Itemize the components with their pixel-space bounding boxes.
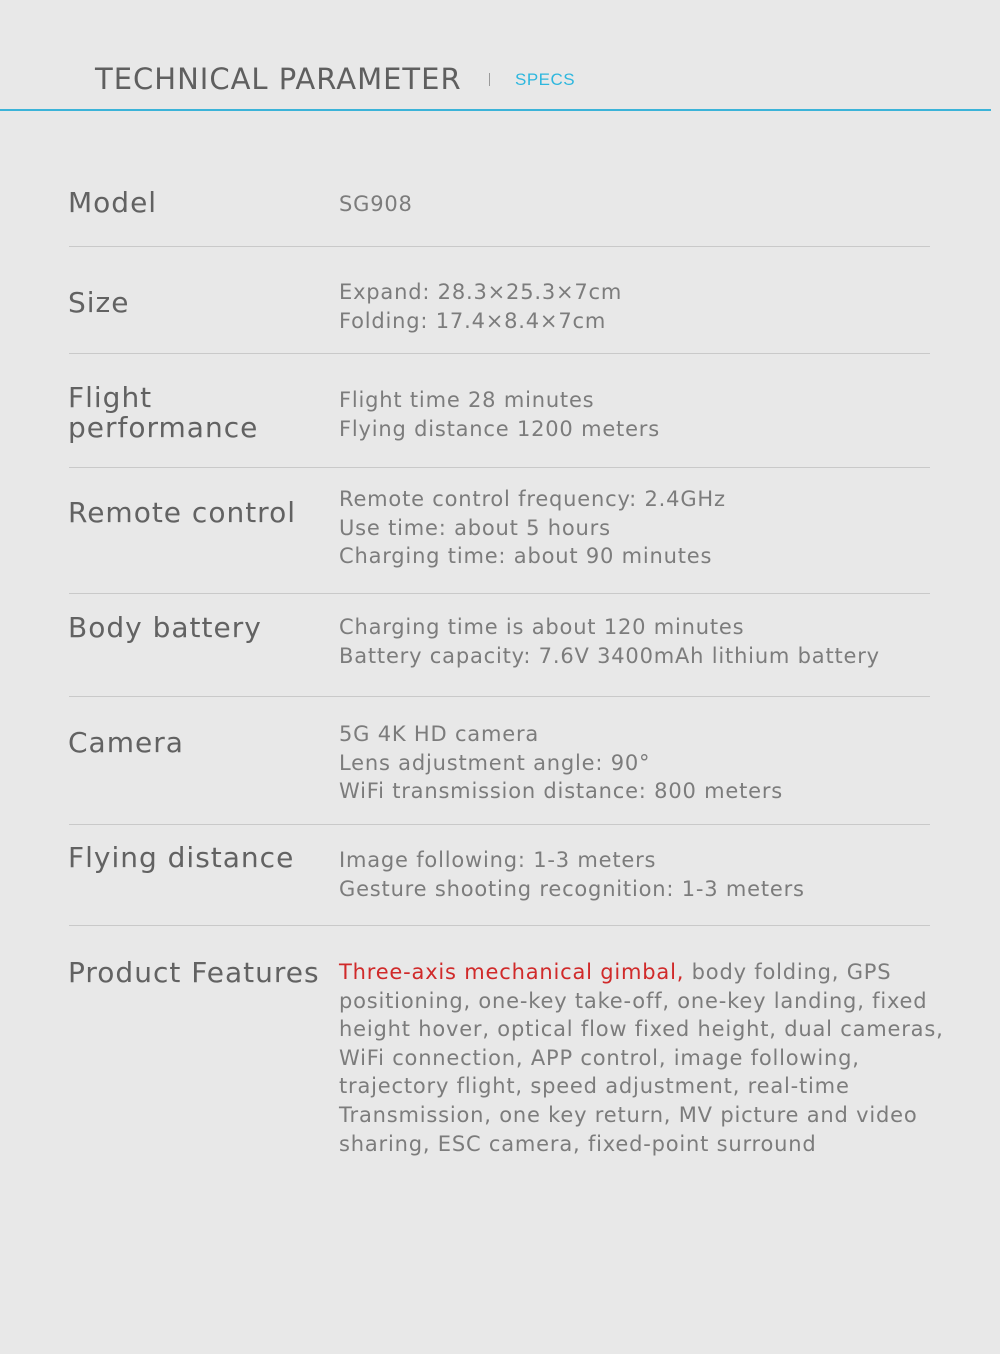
features-highlight: Three-axis mechanical gimbal,: [339, 960, 685, 984]
header-divider: [0, 109, 991, 111]
spec-label: Model: [68, 186, 158, 219]
spec-value: Gesture shooting recognition: 1-3 meters: [339, 876, 805, 901]
spec-values: [339, 190, 413, 219]
spec-label: Size: [68, 286, 130, 319]
spec-values: [339, 613, 880, 670]
spec-label: Body battery: [68, 611, 262, 644]
spec-value: Charging time: about 90 minutes: [339, 544, 713, 569]
page-title: TECHNICAL PARAMETER: [95, 62, 462, 96]
spec-values: [339, 386, 660, 443]
spec-values: [339, 278, 622, 335]
spec-value: Flight time 28 minutes: [339, 388, 595, 412]
row-divider: [69, 593, 930, 594]
spec-value: Expand: 28.3×25.3×7cm: [339, 280, 623, 304]
spec-value: Lens adjustment angle: 90°: [339, 750, 651, 775]
header-separator: [489, 73, 490, 86]
spec-values: [339, 720, 783, 806]
spec-value: Battery capacity: 7.6V 3400mAh lithium battery: [339, 643, 880, 668]
row-divider: [69, 824, 930, 825]
row-divider: [69, 467, 930, 468]
spec-label: Product Features: [68, 956, 320, 989]
spec-label: [68, 383, 258, 443]
spec-label-line: performance: [68, 411, 259, 444]
features-line: [339, 958, 944, 987]
spec-value: SG908: [339, 192, 413, 216]
spec-values: [339, 485, 726, 571]
features-line: WiFi connection, APP control, image following,: [339, 1045, 860, 1070]
features-line: trajectory flight, speed adjustment, real-time: [339, 1074, 850, 1099]
features-line: sharing, ESC camera, fixed-point surround: [339, 1131, 817, 1156]
spec-value: Use time: about 5 hours: [339, 515, 611, 540]
features-line: height hover, optical flow fixed height, dual cameras,: [339, 1017, 944, 1042]
page-header: [0, 0, 1000, 112]
spec-value: Flying distance 1200 meters: [339, 416, 660, 441]
spec-value: Remote control frequency: 2.4GHz: [339, 487, 726, 511]
row-divider: [69, 696, 930, 697]
features-description: [339, 958, 944, 1158]
row-divider: [69, 925, 930, 926]
spec-values: [339, 846, 805, 903]
features-line-text: body folding, GPS: [684, 960, 892, 984]
page-subtitle: SPECS: [515, 70, 576, 89]
features-line: positioning, one-key take-off, one-key landing, fixed: [339, 988, 928, 1013]
spec-label-line: Flight: [68, 381, 153, 414]
spec-label: Flying distance: [68, 841, 295, 874]
spec-value: WiFi transmission distance: 800 meters: [339, 779, 784, 804]
spec-value: Folding: 17.4×8.4×7cm: [339, 308, 607, 333]
features-line: Transmission, one key return, MV picture and video: [339, 1102, 918, 1127]
spec-label: Remote control: [68, 496, 296, 529]
spec-value: Image following: 1-3 meters: [339, 848, 657, 872]
row-divider: [69, 246, 930, 247]
row-divider: [69, 353, 930, 354]
spec-value: 5G 4K HD camera: [339, 722, 540, 746]
spec-label: Camera: [68, 726, 184, 759]
spec-value: Charging time is about 120 minutes: [339, 615, 745, 639]
